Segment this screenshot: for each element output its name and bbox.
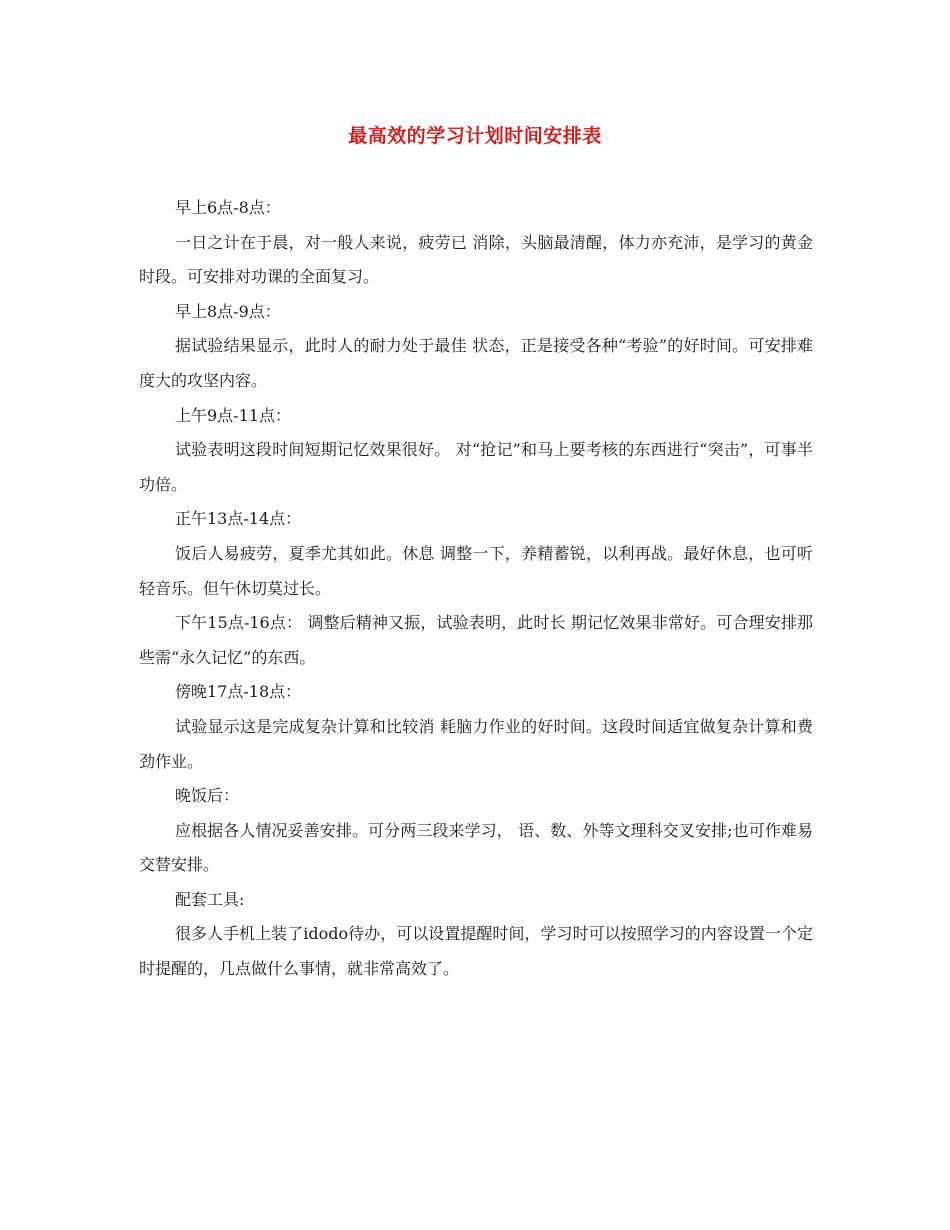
paragraph-morning-review: 一日之计在于晨，对一般人来说，疲劳已 消除，头脑最清醒，体力亦充沛，是学习的黄金时段。可安排对功课的全面复习。 bbox=[139, 232, 813, 287]
paragraph-short-term-memory: 试验表明这段时间短期记忆效果很好。 对“抢记”和马上要考核的东西进行“突击”，可事半功倍。 bbox=[139, 440, 813, 494]
paragraph-after-lunch: 饭后人易疲劳，夏季尤其如此。休息 调整一下，养精蓄锐，以利再战。最好休息，也可听轻音乐。但午休切莫过长。 bbox=[139, 543, 813, 598]
paragraph-time-15-16: 下午15点-16点： 调整后精神又振，试验表明，此时长 期记忆效果非常好。可合理安排那些需“永久记忆”的东西。 bbox=[139, 613, 813, 667]
paragraph-after-dinner: 晚饭后： bbox=[175, 786, 240, 806]
paragraph-tools-description: 很多人手机上装了idodo待办，可以设置提醒时间，学习时可以按照学习的内容设置一个定时提醒的，几点做什么事情，就非常高效了。 bbox=[139, 924, 813, 979]
paragraph-evening-plan: 应根据各人情况妥善安排。可分两三段来学习， 语、数、外等文理科交叉安排;也可作难易交替安排。 bbox=[139, 820, 813, 875]
paragraph-calculation: 试验显示这是完成复杂计算和比较消 耗脑力作业的好时间。这段时间适宜做复杂计算和费劲作业。 bbox=[139, 716, 813, 771]
document-title: 最高效的学习计划时间安排表 bbox=[348, 125, 602, 147]
paragraph-endurance: 据试验结果显示，此时人的耐力处于最佳 状态，正是接受各种“考验”的好时间。可安排难度大的攻坚内容。 bbox=[139, 336, 813, 390]
paragraph-time-13-14: 正午13点-14点： bbox=[175, 509, 302, 529]
paragraph-time-8-9: 早上8点-9点： bbox=[175, 301, 281, 321]
paragraph-tools-heading: 配套工具: bbox=[175, 889, 245, 909]
paragraph-time-6-8: 早上6点-8点： bbox=[175, 198, 281, 217]
paragraph-time-9-11: 上午9点-11点： bbox=[175, 405, 291, 425]
document-body bbox=[139, 191, 813, 987]
paragraph-time-17-18: 傍晚17点-18点： bbox=[175, 682, 302, 702]
